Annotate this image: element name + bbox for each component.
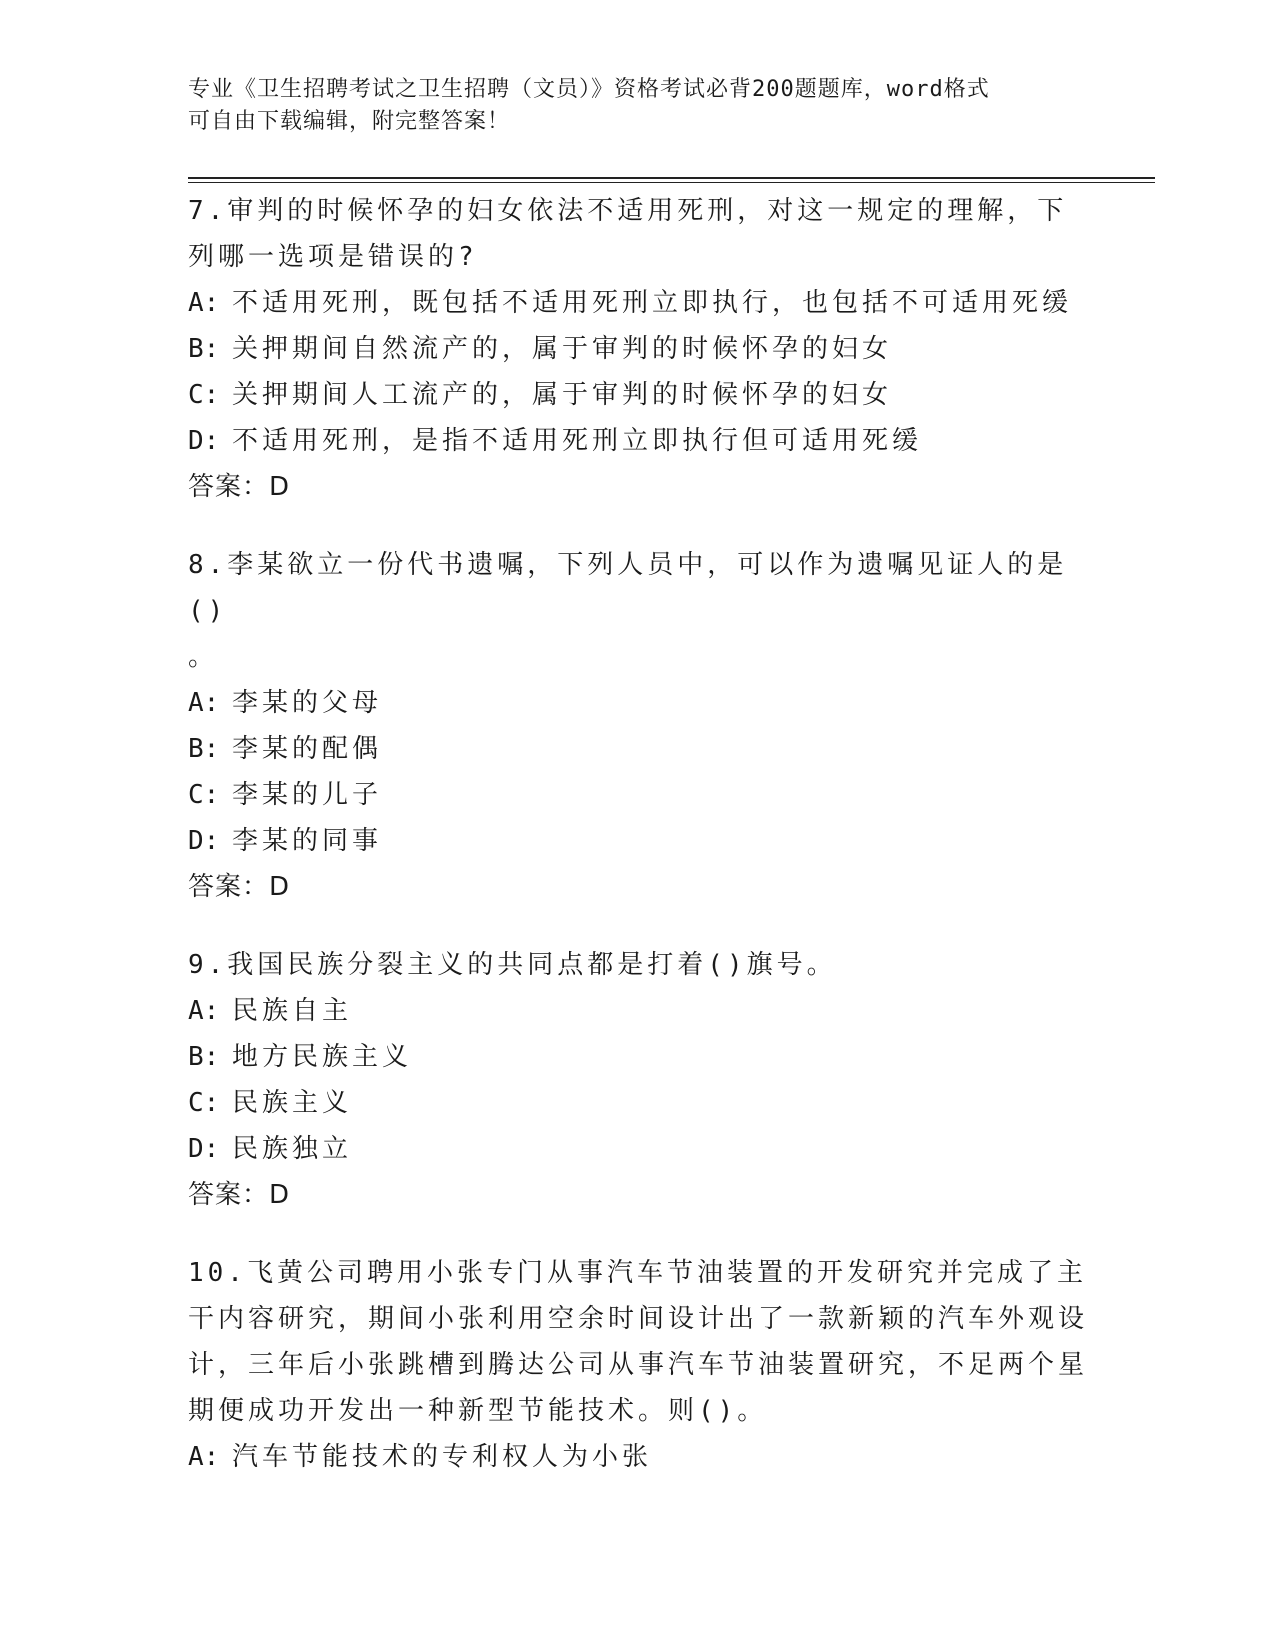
option-letter: A: xyxy=(188,688,220,718)
question-9 xyxy=(188,942,1088,1218)
option-letter: C: xyxy=(188,380,220,410)
option-c xyxy=(188,372,1088,418)
option-a xyxy=(188,988,1088,1034)
option-text: 关押期间人工流产的，属于审判的时候怀孕的妇女 xyxy=(232,380,893,410)
option-text: 李某的父母 xyxy=(232,688,383,718)
header-line-2: 可自由下载编辑，附完整答案！ xyxy=(188,109,511,134)
question-stem: 8.李某欲立一份代书遗嘱，下列人员中，可以作为遗嘱见证人的是() 。 xyxy=(188,550,1068,672)
option-a xyxy=(188,280,1088,326)
option-b xyxy=(188,1034,1088,1080)
document-header xyxy=(188,74,1078,138)
header-divider-thin xyxy=(188,182,1155,183)
question-list xyxy=(188,188,1088,1512)
option-text: 李某的同事 xyxy=(232,826,383,856)
option-text: 李某的儿子 xyxy=(232,780,383,810)
answer-line: 答案：D xyxy=(188,1180,291,1210)
header-line-1: 专业《卫生招聘考试之卫生招聘（文员）》资格考试必背200题题库，word格式 xyxy=(188,77,990,102)
option-d xyxy=(188,1126,1088,1172)
option-a xyxy=(188,1434,1088,1480)
option-b xyxy=(188,326,1088,372)
option-letter: D: xyxy=(188,1134,220,1164)
option-letter: B: xyxy=(188,734,220,764)
option-text: 不适用死刑，既包括不适用死刑立即执行，也包括不可适用死缓 xyxy=(232,288,1073,318)
option-d xyxy=(188,418,1088,464)
option-letter: A: xyxy=(188,1442,220,1472)
option-letter: C: xyxy=(188,780,220,810)
option-letter: B: xyxy=(188,334,220,364)
option-letter: A: xyxy=(188,996,220,1026)
option-text: 汽车节能技术的专利权人为小张 xyxy=(232,1442,653,1472)
header-divider-thick xyxy=(188,177,1155,179)
option-text: 地方民族主义 xyxy=(232,1042,413,1072)
question-stem: 10.飞黄公司聘用小张专门从事汽车节油装置的开发研究并完成了主干内容研究，期间小张利用空余时间设计出了一款新颖的汽车外观设计，三年后小张跳槽到腾达公司从事汽车节油装置研究，不足两个星期便成功开发出一种新型节能技术。则()。 xyxy=(188,1258,1089,1426)
option-a xyxy=(188,680,1088,726)
option-d xyxy=(188,818,1088,864)
option-text: 民族主义 xyxy=(232,1088,353,1118)
option-text: 李某的配偶 xyxy=(232,734,383,764)
answer-line: 答案：D xyxy=(188,472,291,502)
question-7 xyxy=(188,188,1088,510)
option-text: 民族独立 xyxy=(232,1134,353,1164)
option-text: 民族自主 xyxy=(232,996,353,1026)
question-stem: 7.审判的时候怀孕的妇女依法不适用死刑，对这一规定的理解，下列哪一选项是错误的? xyxy=(188,196,1068,272)
option-text: 不适用死刑，是指不适用死刑立即执行但可适用死缓 xyxy=(232,426,923,456)
question-8 xyxy=(188,542,1088,910)
option-letter: D: xyxy=(188,826,220,856)
option-letter: C: xyxy=(188,1088,220,1118)
option-letter: B: xyxy=(188,1042,220,1072)
option-text: 关押期间自然流产的，属于审判的时候怀孕的妇女 xyxy=(232,334,893,364)
option-b xyxy=(188,726,1088,772)
option-letter: A: xyxy=(188,288,220,318)
option-c xyxy=(188,1080,1088,1126)
answer-line: 答案：D xyxy=(188,872,291,902)
question-10 xyxy=(188,1250,1088,1480)
option-letter: D: xyxy=(188,426,220,456)
option-c xyxy=(188,772,1088,818)
question-stem: 9.我国民族分裂主义的共同点都是打着()旗号。 xyxy=(188,950,837,980)
